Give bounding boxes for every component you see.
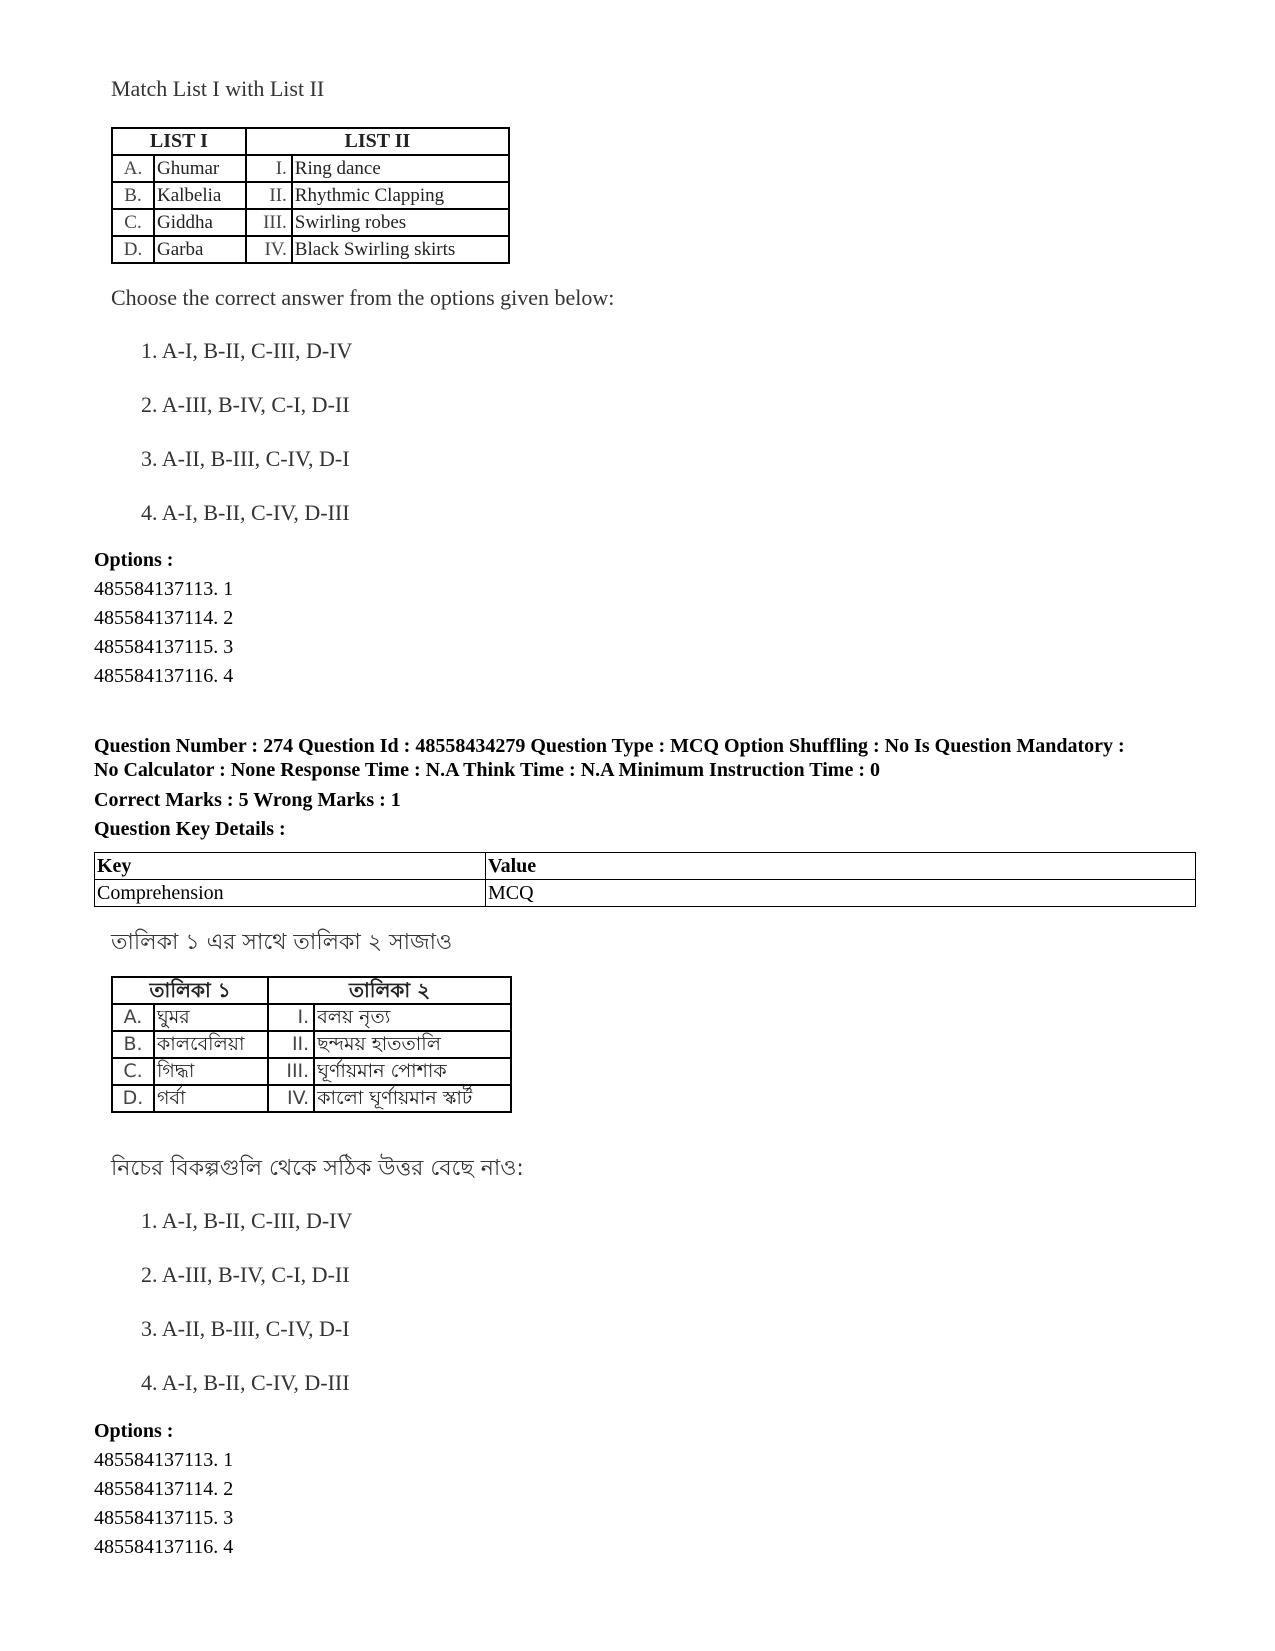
key-cell: Comprehension: [95, 880, 486, 907]
table-row: [112, 1085, 511, 1112]
question-meta-line-1: Question Number : 274 Question Id : 48558434279 Question Type : MCQ Option Shuffling : No Is Question Mandatory :: [94, 735, 1125, 757]
row-item: Kalbelia: [154, 182, 246, 209]
q2-options-label: Options :: [94, 1420, 174, 1442]
key-details-table: [94, 852, 1196, 907]
row-match: বলয় নৃত্য: [314, 1004, 511, 1031]
q2-choice-3: 3. A-II, B-III, C-IV, D-I: [141, 1316, 350, 1341]
row-letter: B.: [112, 182, 154, 209]
table-row: [95, 880, 1196, 907]
q1-match-table: [111, 127, 510, 264]
row-roman: I.: [246, 155, 292, 182]
marks-line: Correct Marks : 5 Wrong Marks : 1: [94, 789, 401, 811]
row-match: Rhythmic Clapping: [292, 182, 509, 209]
row-match: Black Swirling skirts: [292, 236, 509, 263]
row-item: Giddha: [154, 209, 246, 236]
row-roman: III.: [246, 209, 292, 236]
q2-option-2: 485584137114. 2: [94, 1478, 234, 1500]
table-row: [112, 182, 509, 209]
row-roman: III.: [268, 1058, 314, 1085]
row-item: কালবেলিয়া: [154, 1031, 268, 1058]
q1-option-3: 485584137115. 3: [94, 636, 234, 658]
table-row: [95, 853, 1196, 880]
row-roman: IV.: [246, 236, 292, 263]
row-letter: D.: [112, 1085, 154, 1112]
table-row: [112, 1004, 511, 1031]
key-header: Key: [95, 853, 486, 880]
q1-option-4: 485584137116. 4: [94, 665, 234, 687]
row-roman: II.: [268, 1031, 314, 1058]
row-match: Swirling robes: [292, 209, 509, 236]
row-roman: IV.: [268, 1085, 314, 1112]
q1-prompt: Match List I with List II: [111, 76, 325, 101]
q1-list2-header: LIST II: [246, 128, 509, 155]
q2-match-table: [111, 976, 512, 1113]
row-letter: A.: [112, 155, 154, 182]
row-item: গিদ্ধা: [154, 1058, 268, 1085]
row-item: গর্বা: [154, 1085, 268, 1112]
row-item: Ghumar: [154, 155, 246, 182]
q2-instruction: নিচের বিকল্পগুলি থেকে সঠিক উত্তর বেছে নাও:: [111, 1156, 524, 1181]
row-item: ঘুমর: [154, 1004, 268, 1031]
q1-option-2: 485584137114. 2: [94, 607, 234, 629]
row-match: কালো ঘূর্ণায়মান স্কার্ট: [314, 1085, 511, 1112]
q1-options-label: Options :: [94, 549, 174, 571]
row-roman: II.: [246, 182, 292, 209]
table-row: [112, 209, 509, 236]
q2-option-3: 485584137115. 3: [94, 1507, 234, 1529]
q2-list2-header: তালিকা ২: [268, 977, 511, 1004]
q1-choice-4: 4. A-I, B-II, C-IV, D-III: [141, 500, 350, 525]
value-cell: MCQ: [486, 880, 1196, 907]
row-match: ছন্দময় হাততালি: [314, 1031, 511, 1058]
q1-choice-1: 1. A-I, B-II, C-III, D-IV: [141, 338, 353, 363]
value-header: Value: [486, 853, 1196, 880]
row-match: Ring dance: [292, 155, 509, 182]
q2-choice-4: 4. A-I, B-II, C-IV, D-III: [141, 1370, 350, 1395]
row-letter: B.: [112, 1031, 154, 1058]
row-letter: C.: [112, 209, 154, 236]
q2-option-4: 485584137116. 4: [94, 1536, 234, 1558]
key-details-label: Question Key Details :: [94, 818, 286, 840]
row-letter: D.: [112, 236, 154, 263]
table-row: [112, 1031, 511, 1058]
table-row: [112, 155, 509, 182]
row-letter: C.: [112, 1058, 154, 1085]
row-letter: A.: [112, 1004, 154, 1031]
q1-instruction: Choose the correct answer from the options given below:: [111, 285, 615, 310]
q2-choice-1: 1. A-I, B-II, C-III, D-IV: [141, 1208, 353, 1233]
q1-list1-header: LIST I: [112, 128, 246, 155]
row-match: ঘূর্ণায়মান পোশাক: [314, 1058, 511, 1085]
row-roman: I.: [268, 1004, 314, 1031]
table-row: [112, 1058, 511, 1085]
q2-option-1: 485584137113. 1: [94, 1449, 234, 1471]
q2-choice-2: 2. A-III, B-IV, C-I, D-II: [141, 1262, 350, 1287]
q1-option-1: 485584137113. 1: [94, 578, 234, 600]
row-item: Garba: [154, 236, 246, 263]
table-row: [112, 236, 509, 263]
question-meta-line-2: No Calculator : None Response Time : N.A Think Time : N.A Minimum Instruction Time : 0: [94, 759, 880, 781]
q2-prompt: তালিকা ১ এর সাথে তালিকা ২ সাজাও: [111, 930, 453, 955]
q1-choice-2: 2. A-III, B-IV, C-I, D-II: [141, 392, 350, 417]
q1-choice-3: 3. A-II, B-III, C-IV, D-I: [141, 446, 350, 471]
q2-list1-header: তালিকা ১: [112, 977, 268, 1004]
